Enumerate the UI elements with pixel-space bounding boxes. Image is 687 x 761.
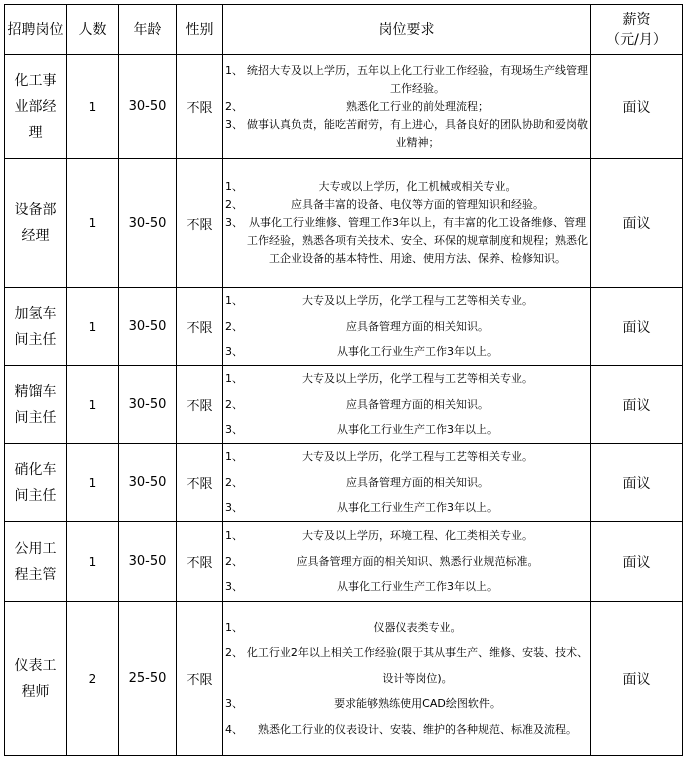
list-item: 2、 化工行业2年以上相关工作经验(限于其从事生产、维修、安装、技术、设计等岗位)。 [225,646,589,685]
list-item: 3、 做事认真负责，能吃苦耐劳，有上进心，具备良好的团队协助和爱岗敬业精神； [225,117,588,149]
job-salary: 面议 [591,444,683,522]
header-requirements: 岗位要求 [223,5,591,55]
job-requirements [223,602,591,756]
job-age: 30-50 [119,444,177,522]
recruitment-table [4,4,683,756]
job-age: 30-50 [119,55,177,159]
list-item: 1、 仪器仪表类专业。 [225,620,462,634]
job-requirements [223,444,591,522]
job-requirements [223,522,591,602]
header-age: 年龄 [119,5,177,55]
header-salary: 薪资 （元/月） [591,5,683,55]
job-salary: 面议 [591,288,683,366]
table-row [5,522,683,602]
list-item: 4、 熟悉化工行业的仪表设计、安装、维护的各种规范、标准及流程。 [225,722,577,736]
job-requirements [223,159,591,288]
header-gender: 性别 [177,5,223,55]
job-count: 1 [67,159,119,288]
list-item: 1、 大专及以上学历，化学工程与工艺等相关专业。 [225,294,533,308]
job-gender: 不限 [177,55,223,159]
job-gender: 不限 [177,366,223,444]
job-salary: 面议 [591,522,683,602]
job-count: 1 [67,288,119,366]
job-salary: 面议 [591,55,683,159]
job-title: 硝化车间主任 [5,444,67,522]
header-count: 人数 [67,5,119,55]
table-row [5,288,683,366]
job-gender: 不限 [177,159,223,288]
job-salary: 面议 [591,602,683,756]
job-salary: 面议 [591,159,683,288]
job-gender: 不限 [177,602,223,756]
list-item: 1、 统招大专及以上学历，五年以上化工行业工作经验，有现场生产线管理工作经验。 [225,63,588,95]
job-salary: 面议 [591,366,683,444]
job-count: 2 [67,602,119,756]
job-requirements [223,366,591,444]
job-title: 化工事业部经理 [5,55,67,159]
job-count: 1 [67,366,119,444]
list-item: 3、 从事化工行业生产工作3年以上。 [225,501,498,515]
job-requirements [223,288,591,366]
list-item: 2、 应具备丰富的设备、电仪等方面的管理知识和经验。 [225,198,544,211]
header-position: 招聘岗位 [5,5,67,55]
job-count: 1 [67,444,119,522]
job-title: 仪表工程师 [5,602,67,756]
job-age: 30-50 [119,522,177,602]
job-age: 30-50 [119,366,177,444]
list-item: 2、 熟悉化工行业的前处理流程； [225,99,489,113]
list-item: 1、 大专及以上学历，化学工程与工艺等相关专业。 [225,372,533,386]
job-age: 25-50 [119,602,177,756]
job-count: 1 [67,522,119,602]
job-title: 公用工程主管 [5,522,67,602]
job-title: 精馏车间主任 [5,366,67,444]
job-age: 30-50 [119,159,177,288]
list-item: 1、 大专及以上学历，环境工程、化工类相关专业。 [225,529,533,543]
list-item: 1、 大专及以上学历，化学工程与工艺等相关专业。 [225,450,533,464]
list-item: 3、 从事化工行业维修、管理工作3年以上，有丰富的化工设备维修、管理工作经验，熟悉各项有关技术、安全、环保的规章制度和规程；熟悉化工企业设备的基本特性、用途、使用方法、保养、检修知识。 [225,216,588,265]
job-gender: 不限 [177,444,223,522]
list-item: 3、 从事化工行业生产工作3年以上。 [225,580,498,594]
job-requirements [223,55,591,159]
job-age: 30-50 [119,288,177,366]
header-row [5,5,683,55]
table-row [5,366,683,444]
table-row [5,602,683,756]
table-row [5,159,683,288]
table-row [5,444,683,522]
list-item: 2、 应具备管理方面的相关知识。 [225,397,489,411]
job-title: 加氢车间主任 [5,288,67,366]
list-item: 2、 应具备管理方面的相关知识。 [225,319,489,333]
list-item: 2、 应具备管理方面的相关知识、熟悉行业规范标准。 [225,554,539,568]
table-row [5,55,683,159]
job-count: 1 [67,55,119,159]
list-item: 3、 从事化工行业生产工作3年以上。 [225,345,498,359]
list-item: 3、 要求能够熟练使用CAD绘图软件。 [225,697,501,711]
job-title: 设备部经理 [5,159,67,288]
list-item: 2、 应具备管理方面的相关知识。 [225,475,489,489]
job-gender: 不限 [177,288,223,366]
list-item: 1、 大专或以上学历，化工机械或相关专业。 [225,180,517,193]
list-item: 3、 从事化工行业生产工作3年以上。 [225,423,498,437]
job-gender: 不限 [177,522,223,602]
